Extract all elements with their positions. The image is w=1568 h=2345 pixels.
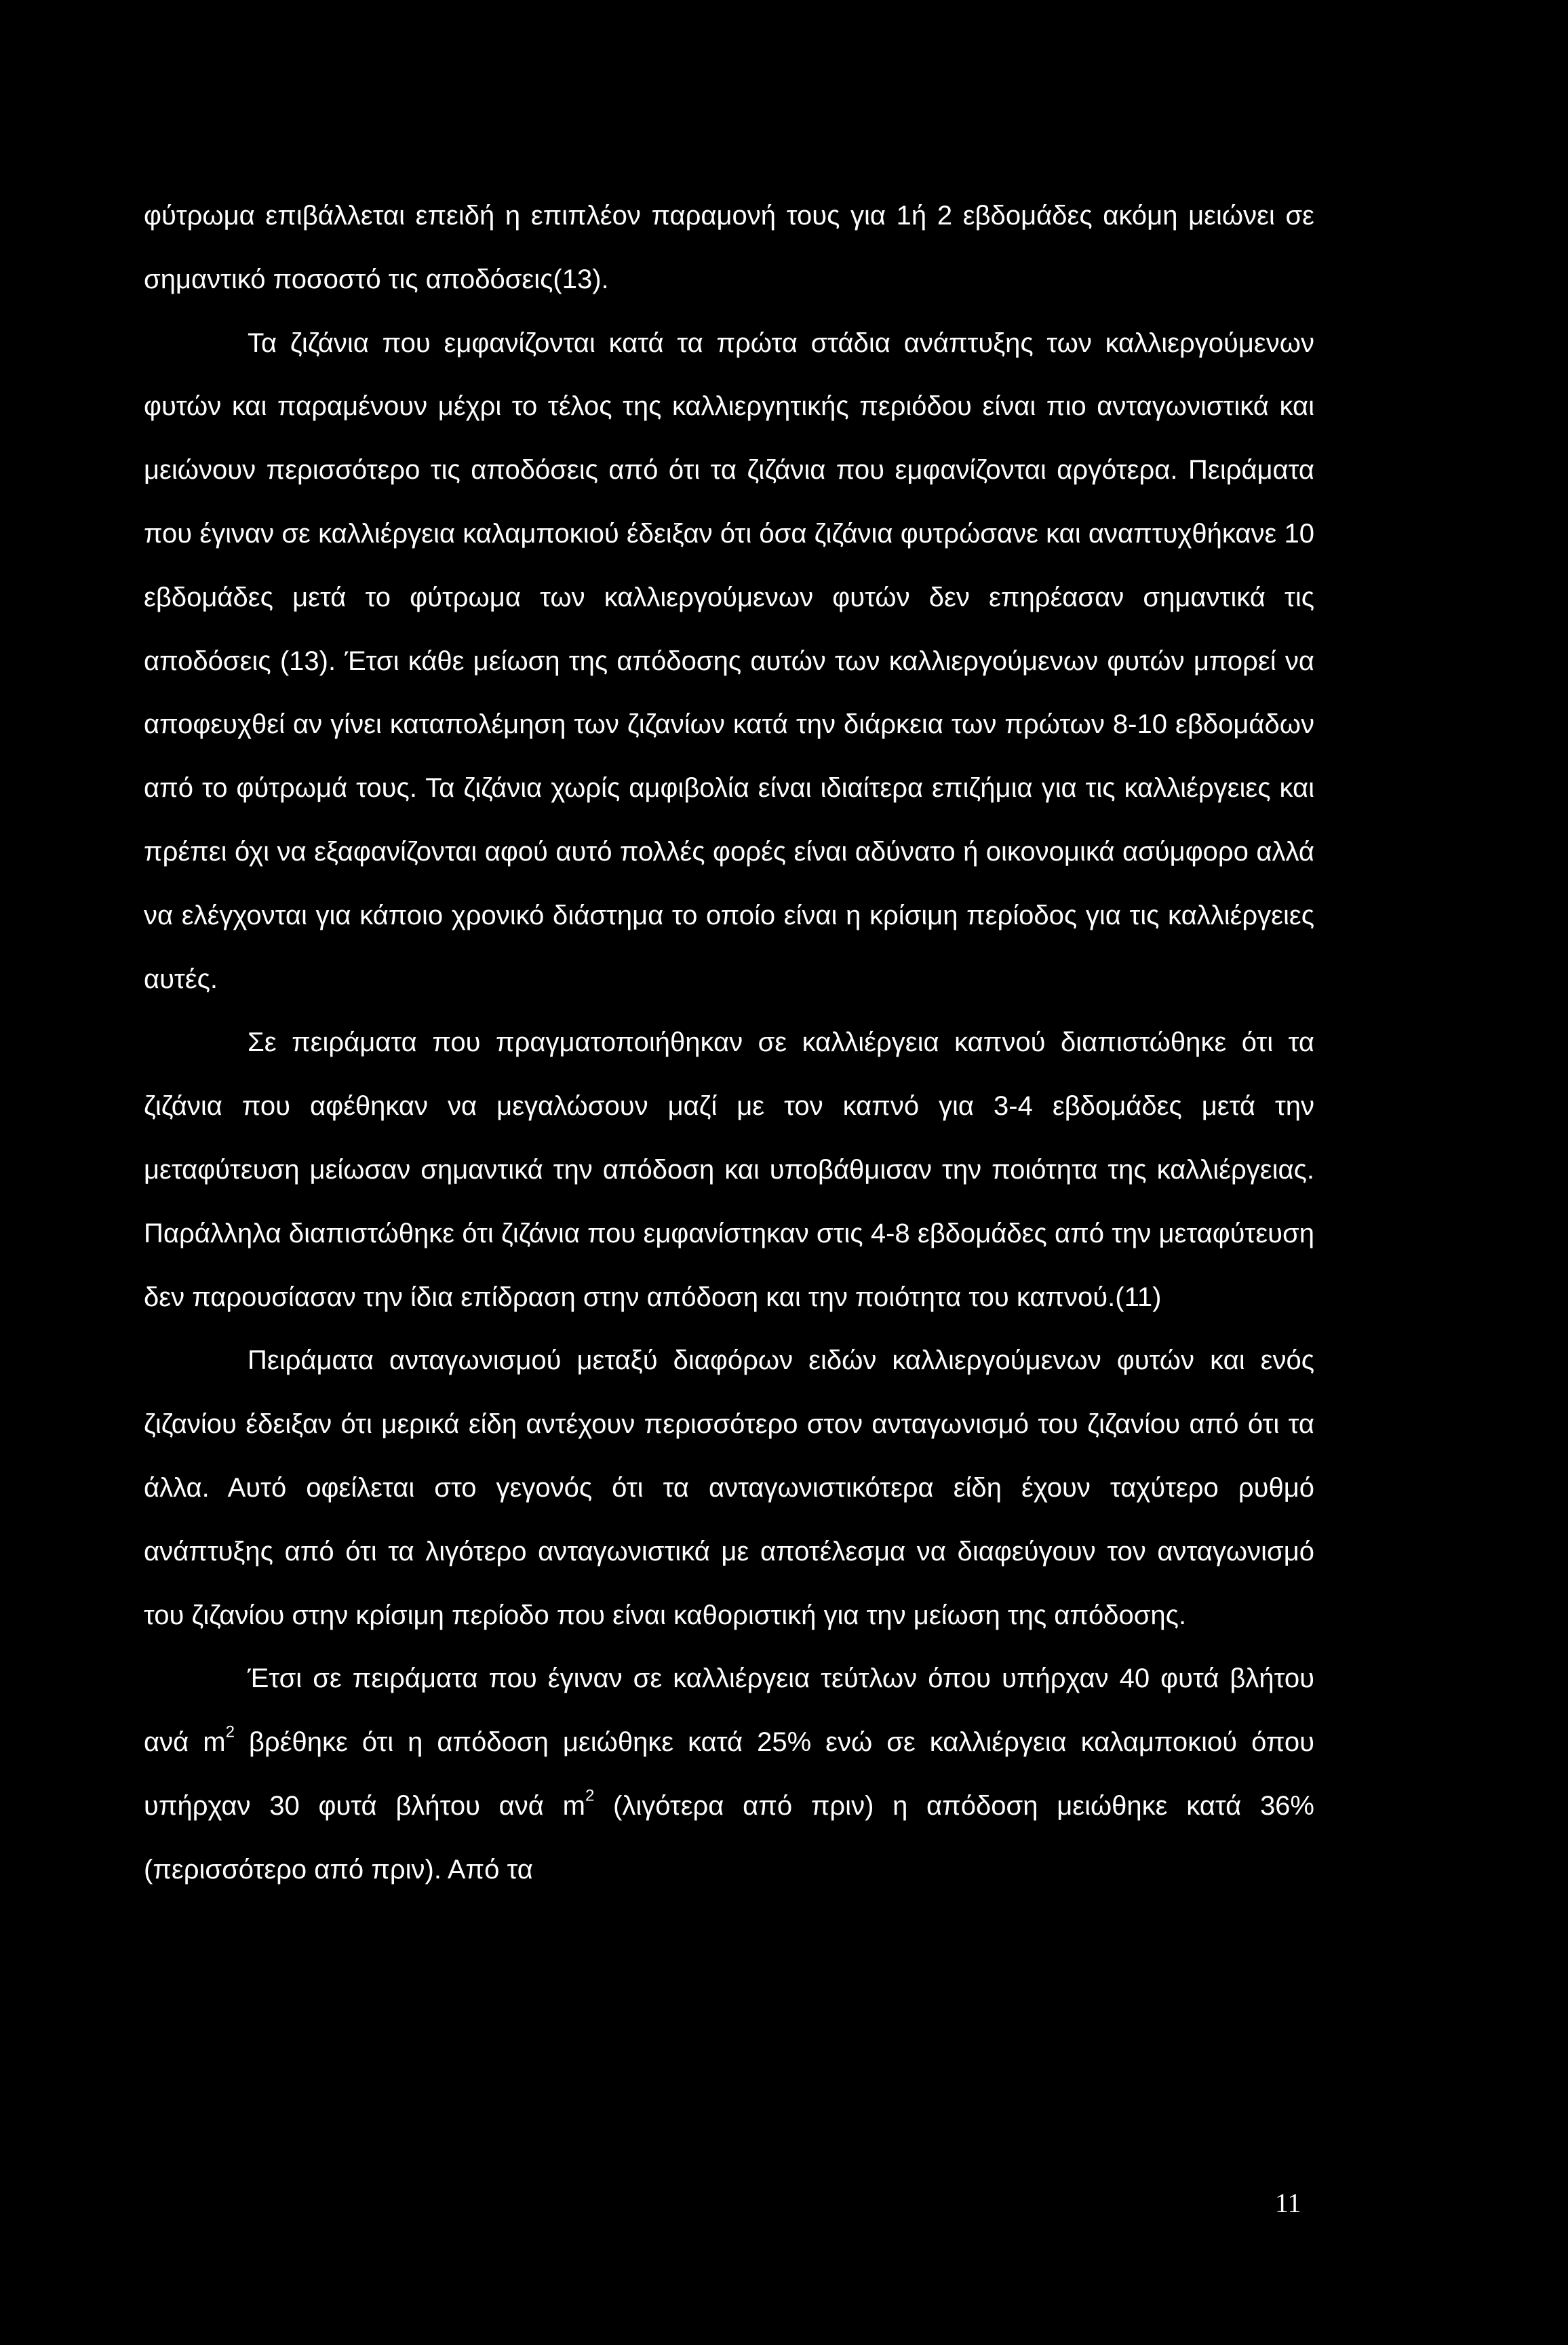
paragraph bbox=[144, 1329, 1314, 1647]
paragraph-text: Τα ζιζάνια που εμφανίζονται κατά τα πρώτα στάδια ανάπτυξης των καλλιεργούμενων φυτών και παραμένουν μέχρι το τέλος της καλλιεργητικής περιόδου είναι πιο ανταγωνιστικά και μειώνουν περισσότερο τις αποδόσεις από ότι τα ζιζάνια που εμφανίζονται αργότερα. Πειράματα που έγιναν σε καλλιέργεια καλαμποκιού έδειξαν ότι όσα ζιζάνια φυτρώσανε και αναπτυχθήκανε 10 εβδομάδες μετά το φύτρωμα των καλλιεργούμενων φυτών δεν επηρέασαν σημαντικά τις αποδόσεις (13). Έτσι κάθε μείωση της απόδοσης αυτών των καλλιεργούμενων φυτών μπορεί να αποφευχθεί αν γίνει καταπολέμηση των ζιζανίων κατά την διάρκεια των πρώτων 8-10 εβδομάδων από το φύτρωμά τους. Τα ζιζάνια χωρίς αμφιβολία είναι ιδιαίτερα επιζήμια για τις καλλιέργειες και πρέπει όχι να εξαφανίζονται αφού αυτό πολλές φορές είναι αδύνατο ή οικονομικά ασύμφορο αλλά να ελέγχονται για κάποιο χρονικό διάστημα το οποίο είναι η κρίσιμη περίοδος για τις καλλιέργειες αυτές. bbox=[144, 328, 1314, 994]
superscript: 2 bbox=[225, 1722, 235, 1741]
superscript: 2 bbox=[585, 1786, 595, 1805]
paragraph bbox=[144, 1011, 1314, 1329]
paragraph bbox=[144, 184, 1314, 312]
paragraph bbox=[144, 312, 1314, 1012]
paragraph-text: βρέθηκε ότι η απόδοση μειώθηκε κατά 25% ενώ σε καλλιέργεια καλαμποκιού όπου υπήρχαν 30 φυτά βλήτου ανά m bbox=[144, 1727, 1314, 1821]
page-number: 11 bbox=[1275, 2188, 1301, 2218]
document-body bbox=[144, 184, 1314, 1902]
paragraph bbox=[144, 1647, 1314, 1901]
paragraph-text: φύτρωμα επιβάλλεται επειδή η επιπλέον παραμονή τους για 1ή 2 εβδομάδες ακόμη μειώνει σε σημαντικό ποσοστό τις αποδόσεις(13). bbox=[144, 201, 1314, 294]
paragraph-text: (λιγότερα από πριν) η απόδοση μειώθηκε κατά 36% (περισσότερο από πριν). Από τα bbox=[144, 1790, 1314, 1885]
paragraph-text: Πειράματα ανταγωνισμού μεταξύ διαφόρων ειδών καλλιεργούμενων φυτών και ενός ζιζανίου έδειξαν ότι μερικά είδη αντέχουν περισσότερο στον ανταγωνισμό του ζιζανίου από ότι τα άλλα. Αυτό οφείλεται στο γεγονός ότι τα ανταγωνιστικότερα είδη έχουν ταχύτερο ρυθμό ανάπτυξης από ότι τα λιγότερο ανταγωνιστικά με αποτέλεσμα να διαφεύγουν τον ανταγωνισμό του ζιζανίου στην κρίσιμη περίοδο που είναι καθοριστική για την μείωση της απόδοσης. bbox=[144, 1345, 1314, 1630]
paragraph-text: Έτσι σε πειράματα που έγιναν σε καλλιέργεια τεύτλων όπου υπήρχαν 40 φυτά βλήτου ανά m bbox=[144, 1663, 1314, 1758]
paragraph-text: Σε πειράματα που πραγματοποιήθηκαν σε καλλιέργεια καπνού διαπιστώθηκε ότι τα ζιζάνια που αφέθηκαν να μεγαλώσουν μαζί με τον καπνό για 3-4 εβδομάδες μετά την μεταφύτευση μείωσαν σημαντικά την απόδοση και υποβάθμισαν την ποιότητα της καλλιέργειας. Παράλληλα διαπιστώθηκε ότι ζιζάνια που εμφανίστηκαν στις 4-8 εβδομάδες από την μεταφύτευση δεν παρουσίασαν την ίδια επίδραση στην απόδοση και την ποιότητα του καπνού.(11) bbox=[144, 1027, 1314, 1312]
